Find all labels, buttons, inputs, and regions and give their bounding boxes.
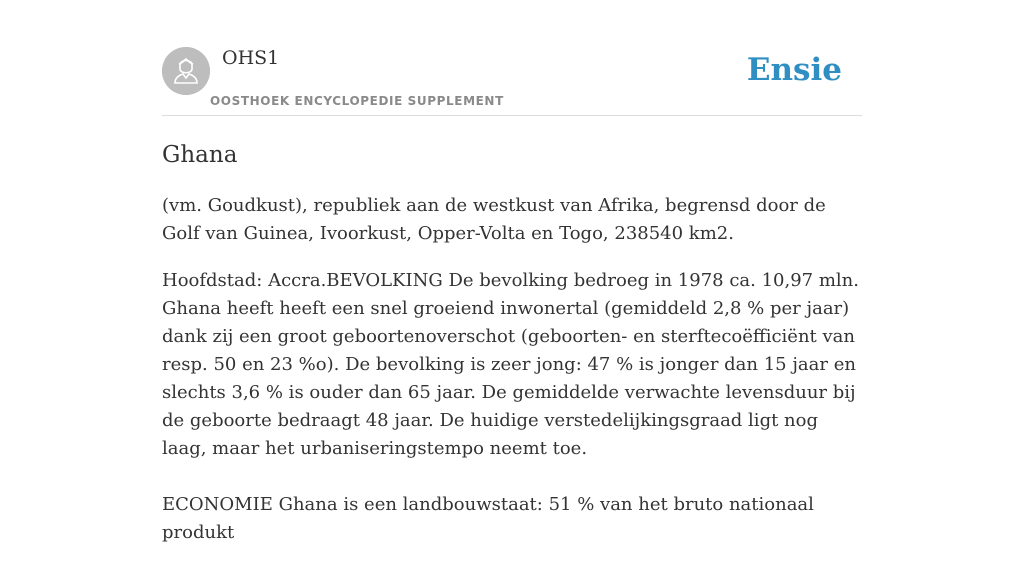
article-title: Ghana xyxy=(162,142,238,168)
article-body xyxy=(162,192,862,566)
article-paragraph: Hoofdstad: Accra.BEVOLKING De bevolking bedroeg in 1978 ca. 10,97 mln. Ghana heeft heeft een snel groeiend inwonertal (gemiddeld 2,8 % per jaar) dank zij een groot geboortenoverschot (geboorten- en sterftecoëfficiënt van resp. 50 en 23 %o). De bevolking is zeer jong: 47 % is jonger dan 15 jaar en slechts 3,6 % is ouder dan 65 jaar. De gemiddelde verwachte levensduur bij de geboorte bedraagt 48 jaar. De huidige verstedelijkingsgraad ligt nog laag, maar het urbaniseringstempo neemt toe. xyxy=(162,270,859,459)
article-page xyxy=(162,0,862,543)
article-paragraph: (vm. Goudkust), republiek aan de westkust van Afrika, begrensd door de Golf van Guinea, Ivoorkust, Opper-Volta en Togo, 238540 km2. xyxy=(162,195,826,244)
user-icon xyxy=(162,47,210,95)
article-paragraph: ECONOMIE Ghana is een landbouwstaat: 51 % van het bruto nationaal produkt xyxy=(162,494,814,543)
author-avatar[interactable] xyxy=(162,47,210,95)
paragraph-spacer xyxy=(162,463,862,491)
article-header xyxy=(162,0,862,116)
source-label[interactable]: OOSTHOEK ENCYCLOPEDIE SUPPLEMENT xyxy=(210,94,504,108)
ensie-logo[interactable]: Ensie xyxy=(746,52,842,88)
author-name[interactable]: OHS1 xyxy=(222,47,280,69)
